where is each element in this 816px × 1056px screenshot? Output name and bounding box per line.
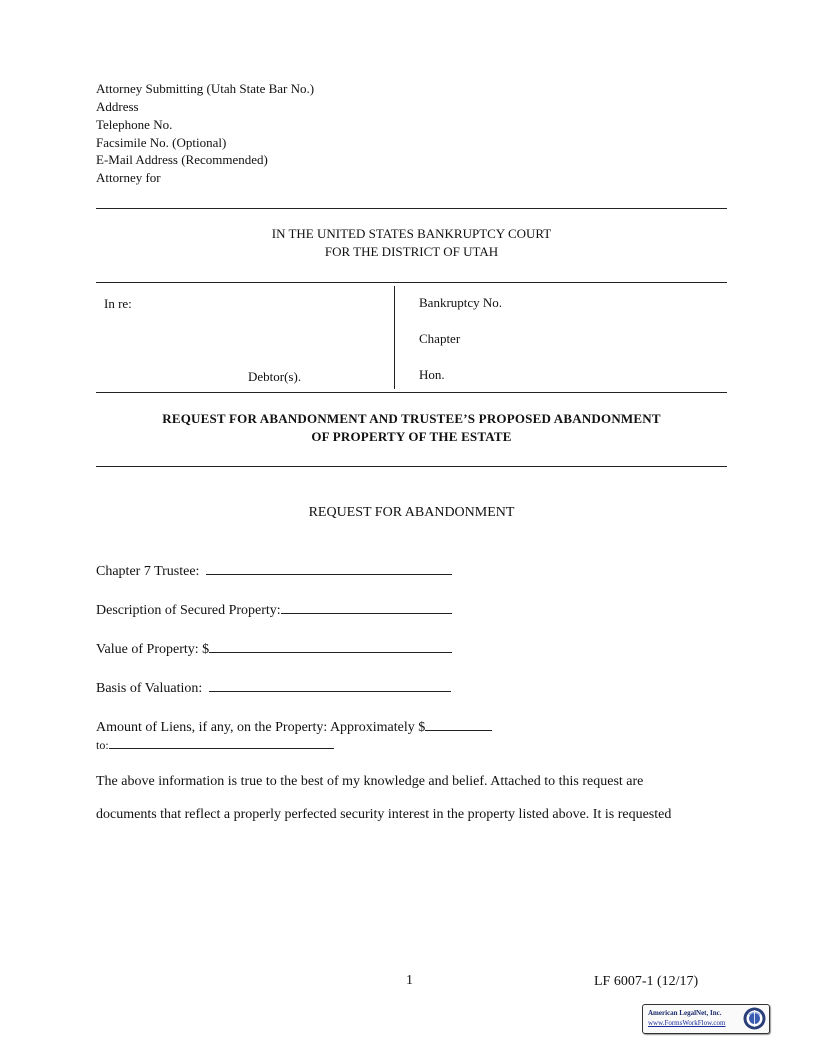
attorney-facsimile-line: Facsimile No. (Optional): [96, 135, 227, 150]
form-code: LF 6007-1 (12/17): [594, 974, 699, 989]
attorney-telephone-line: Telephone No.: [96, 117, 173, 132]
liens-label: Amount of Liens, if any, on the Property: Approximately $: [96, 720, 426, 735]
attorney-address-line: Address: [96, 99, 139, 114]
court-district: FOR THE DISTRICT OF UTAH: [324, 244, 499, 259]
basis-label: Basis of Valuation:: [96, 681, 203, 696]
liens-to-field: [96, 737, 334, 753]
basis-field: [96, 678, 451, 697]
trustee-blank[interactable]: [206, 561, 452, 575]
forms-workflow-logo[interactable]: [642, 1004, 770, 1034]
value-field: [96, 639, 452, 658]
document-title-line1: REQUEST FOR ABANDONMENT AND TRUSTEE’S PROPOSED ABANDONMENT: [162, 411, 661, 426]
trustee-label: Chapter 7 Trustee:: [96, 564, 200, 579]
value-label: Value of Property: $: [96, 642, 210, 657]
logo-company-name: American LegalNet, Inc.: [648, 1009, 722, 1017]
judge-label: Hon.: [419, 367, 445, 382]
debtor-label: Debtor(s).: [248, 369, 302, 384]
liens-to-blank[interactable]: [109, 737, 334, 749]
liens-to-label: to:: [96, 738, 109, 752]
section-title: REQUEST FOR ABANDONMENT: [308, 505, 515, 520]
page-number: 1: [406, 973, 413, 988]
liens-blank[interactable]: [425, 717, 492, 731]
caption-top-border: [96, 282, 727, 283]
court-name: IN THE UNITED STATES BANKRUPTCY COURT: [271, 226, 552, 241]
in-re-label: In re:: [104, 296, 132, 311]
logo-website: www.FormsWorkFlow.com: [648, 1019, 726, 1027]
description-blank[interactable]: [281, 600, 452, 614]
document-title-line2: OF PROPERTY OF THE ESTATE: [311, 429, 512, 444]
caption-bottom-border: [96, 392, 727, 393]
body-line-1: The above information is true to the best of my knowledge and belief. Attached to this request are: [96, 774, 644, 789]
description-field: [96, 600, 452, 619]
liens-field: [96, 717, 492, 736]
caption-vertical-divider: [394, 286, 395, 389]
bankruptcy-number-label: Bankruptcy No.: [419, 295, 503, 310]
description-label: Description of Secured Property:: [96, 603, 281, 618]
basis-blank[interactable]: [209, 678, 451, 692]
globe-icon: [742, 1006, 767, 1031]
title-divider: [96, 466, 727, 467]
attorney-email-line: E-Mail Address (Recommended): [96, 152, 268, 167]
trustee-field: [96, 561, 452, 580]
header-divider: [96, 208, 727, 209]
value-blank[interactable]: [209, 639, 452, 653]
attorney-bar-number-line: Attorney Submitting (Utah State Bar No.): [96, 81, 315, 96]
attorney-for-line: Attorney for: [96, 170, 161, 185]
body-line-2: documents that reflect a properly perfected security interest in the property listed above. It is requested: [96, 807, 672, 822]
chapter-label: Chapter: [419, 331, 461, 346]
